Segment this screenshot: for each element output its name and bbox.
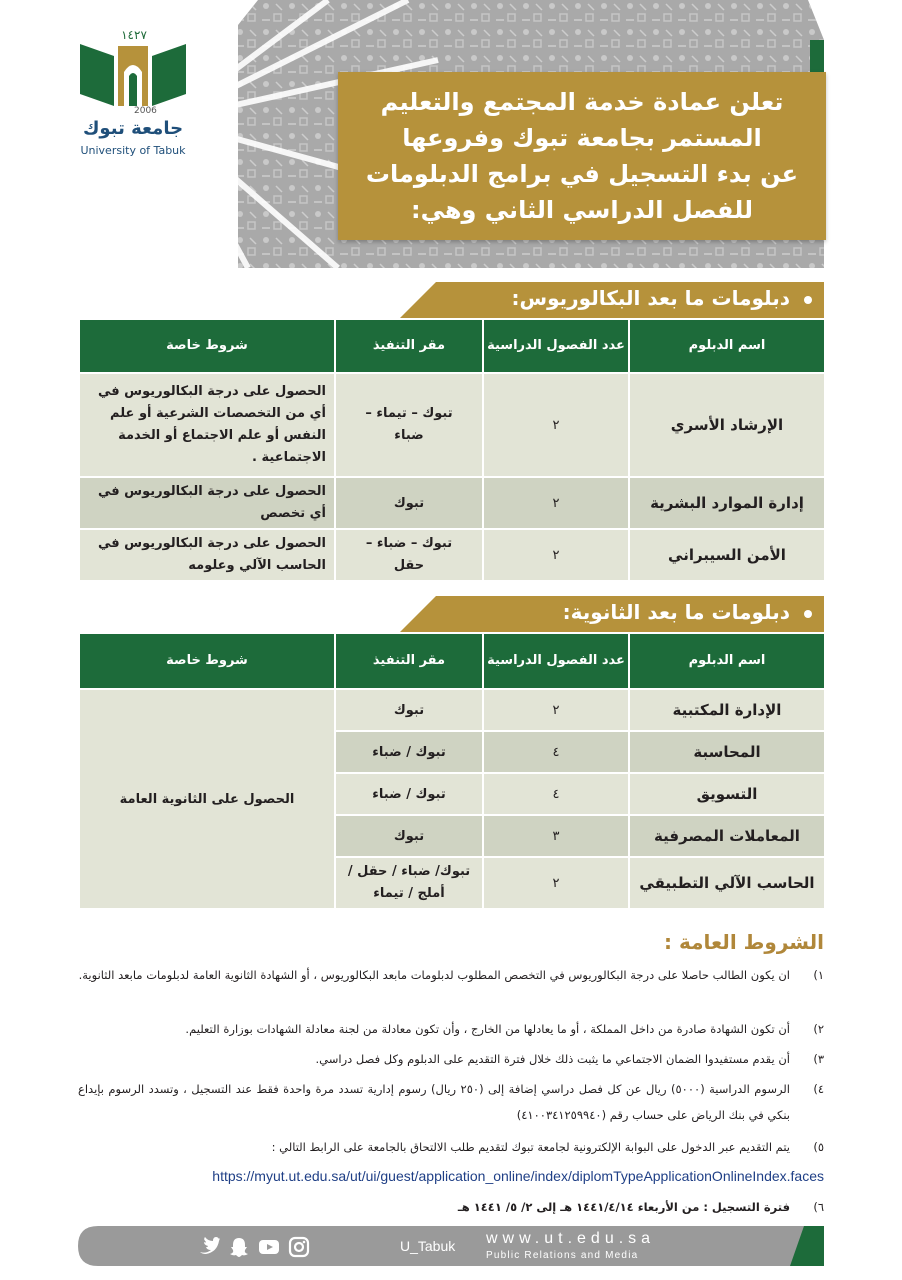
section1-bullet: [804, 296, 812, 304]
header-diploma-name: اسم الدبلوم: [629, 319, 825, 373]
table-row: [79, 689, 825, 731]
table-row: [79, 373, 825, 477]
condition-number: ٥): [813, 1140, 824, 1154]
condition-number: ٦): [813, 1200, 824, 1214]
header-location: مقر التنفيذ: [335, 319, 483, 373]
snapchat-icon[interactable]: [228, 1236, 250, 1258]
semesters-count: ٢: [483, 689, 629, 731]
section2-bullet: [804, 610, 812, 618]
post-secondary-table: [78, 632, 826, 910]
diploma-name: إدارة الموارد البشرية: [629, 477, 825, 529]
condition-number: ٣): [813, 1052, 824, 1066]
diploma-name: المحاسبة: [629, 731, 825, 773]
condition-item: [78, 1194, 824, 1220]
special-condition: الحصول على درجة البكالوريوس في أي من التخصصات الشرعية أو علم النفس أو علم الاجتماع أو الخدمة الاجتماعية .: [79, 373, 335, 477]
diploma-name: المعاملات المصرفية: [629, 815, 825, 857]
condition-item: [78, 1076, 824, 1128]
table-row: [79, 529, 825, 581]
section1-title: دبلومات ما بعد البكالوريوس:: [511, 286, 790, 310]
semesters-count: ٣: [483, 815, 629, 857]
condition-number: ٢): [813, 1022, 824, 1036]
section1-banner: [400, 282, 824, 318]
logo-emblem-icon: [78, 42, 188, 108]
condition-item: [78, 962, 824, 988]
diploma-name: الحاسب الآلي التطبيقي: [629, 857, 825, 909]
twitter-icon[interactable]: [198, 1236, 220, 1258]
logo-year-hijri: ١٤٢٧: [121, 28, 147, 42]
general-conditions-title: الشروط العامة :: [664, 930, 824, 954]
logo-name-en: University of Tabuk: [80, 144, 186, 157]
condition-item: [78, 1134, 824, 1160]
special-condition: الحصول على درجة البكالوريوس في أي تخصص: [79, 477, 335, 529]
diploma-name: التسويق: [629, 773, 825, 815]
header-location: مقر التنفيذ: [335, 633, 483, 689]
location: تبوك: [335, 689, 483, 731]
university-logo: [78, 28, 188, 160]
post-bachelor-table: [78, 318, 826, 582]
logo-year: 2006: [134, 106, 157, 116]
section2-title: دبلومات ما بعد الثانوية:: [562, 600, 790, 624]
social-handle: U_Tabuk: [400, 1238, 456, 1254]
header-conditions: شروط خاصة: [79, 633, 335, 689]
location: تبوك – ضباء – حقل: [335, 529, 483, 581]
location: تبوك / ضباء: [335, 731, 483, 773]
semesters-count: ٢: [483, 373, 629, 477]
condition-text: الرسوم الدراسية (٥٠٠٠) ريال عن كل فصل دراسي إضافة إلى (٢٥٠ ريال) رسوم إدارية تسدد مرة واحدة فقط عند التسجيل ، وتسدد الرسوم بإيداع بنكي في بنك الرياض على حساب رقم (٤١٠٠٣٤١٢٥٩٩٤٠): [78, 1082, 791, 1122]
application-link[interactable]: https://myut.ut.edu.sa/ut/ui/guest/application_online/index/diplomTypeApplicationOnlineIndex.faces: [212, 1168, 824, 1184]
website-link[interactable]: www.ut.edu.sa: [486, 1230, 656, 1247]
special-condition: الحصول على الثانوية العامة: [79, 689, 335, 909]
header-conditions: شروط خاصة: [79, 319, 335, 373]
semesters-count: ٢: [483, 857, 629, 909]
department-name: Public Relations and Media: [486, 1250, 639, 1261]
condition-text: أن يقدم مستفيدوا الضمان الاجتماعي ما يثبت ذلك خلال فترة التقديم على الدبلوم وكل فصل دراسي.: [315, 1052, 790, 1066]
instagram-icon[interactable]: [288, 1236, 310, 1258]
semesters-count: ٢: [483, 529, 629, 581]
condition-number: ٤): [813, 1082, 824, 1096]
diploma-name: الأمن السيبراني: [629, 529, 825, 581]
semesters-count: ٢: [483, 477, 629, 529]
location: تبوك/ ضباء / حقل / أملج / تيماء: [335, 857, 483, 909]
condition-item: [78, 1046, 824, 1072]
condition-text: ان يكون الطالب حاصلا على درجة البكالوريوس في التخصص المطلوب لدبلومات مابعد البكالوريوس ، أو الشهادة الثانوية العامة لدبلومات مابعد الثانوية.: [78, 968, 790, 982]
header-semesters: عدد الفصول الدراسية: [483, 319, 629, 373]
location: تبوك: [335, 477, 483, 529]
section2-banner: [400, 596, 824, 632]
location: تبوك – تيماء – ضباء: [335, 373, 483, 477]
semesters-count: ٤: [483, 731, 629, 773]
header-diploma-name: اسم الدبلوم: [629, 633, 825, 689]
youtube-icon[interactable]: [258, 1236, 280, 1258]
header-semesters: عدد الفصول الدراسية: [483, 633, 629, 689]
condition-text: فترة التسجيل : من الأربعاء ١٤٤١/٤/١٤ هـ إلى ٢/ ٥/ ١٤٤١ هـ: [457, 1200, 790, 1214]
condition-text: أن تكون الشهادة صادرة من داخل المملكة ، أو ما يعادلها من الخارج ، وأن تكون معادلة من لجنة معادلة الشهادات بوزارة التعليم.: [185, 1022, 790, 1036]
condition-number: ١): [813, 968, 824, 982]
table-row: [79, 477, 825, 529]
footer: [78, 1226, 824, 1266]
semesters-count: ٤: [483, 773, 629, 815]
special-condition: الحصول على درجة البكالوريوس في الحاسب الآلي وعلومه: [79, 529, 335, 581]
location: تبوك: [335, 815, 483, 857]
location: تبوك / ضباء: [335, 773, 483, 815]
condition-text: يتم التقديم عبر الدخول على البوابة الإلكترونية لجامعة تبوك لتقديم طلب الالتحاق بالجامعة على الرابط التالي :: [271, 1140, 790, 1154]
announcement-text: تعلن عمادة خدمة المجتمع والتعليم المستمر بجامعة تبوك وفروعها عن بدء التسجيل في برامج الدبلومات للفصل الدراسي الثاني وهي:: [365, 88, 799, 224]
diploma-name: الإرشاد الأسري: [629, 373, 825, 477]
logo-name-ar: جامعة تبوك: [82, 118, 184, 139]
announcement-box: [338, 72, 826, 240]
condition-item: [78, 1016, 824, 1042]
diploma-name: الإدارة المكتبية: [629, 689, 825, 731]
